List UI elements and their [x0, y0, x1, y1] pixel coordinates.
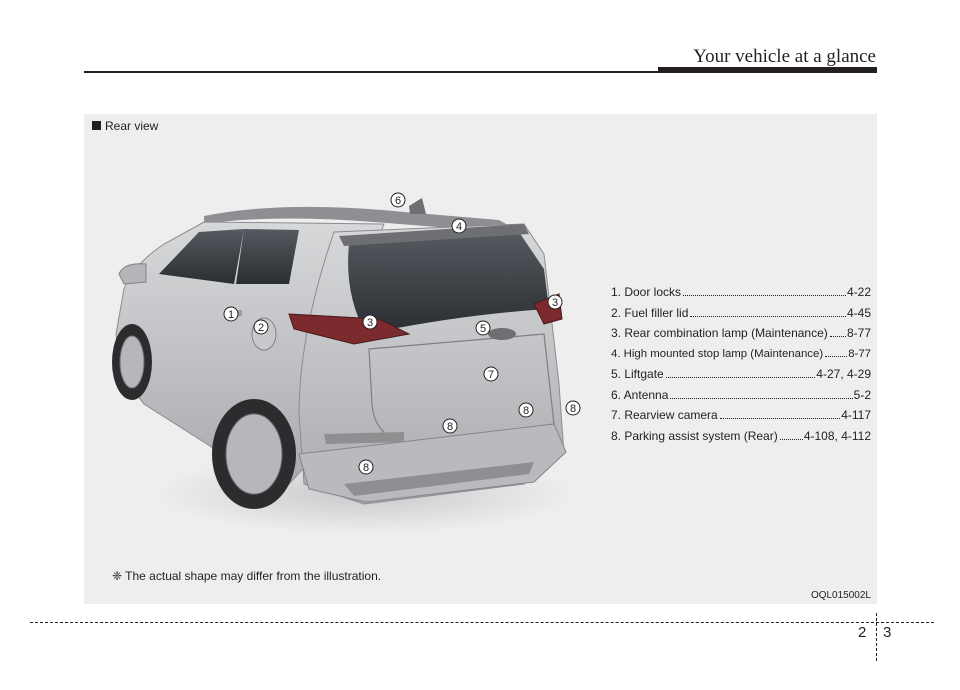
front-rim [120, 336, 144, 388]
legend-page: 5-2 [853, 387, 871, 402]
leader-dots [683, 295, 846, 296]
legend-item-rearview-camera [611, 405, 871, 426]
legend-label: 8. Parking assist system (Rear) [611, 428, 778, 443]
rear-reflector [324, 432, 404, 444]
legend-item-parking-assist [611, 426, 871, 447]
callout-5 [476, 321, 490, 335]
callout-3-left-label: 3 [366, 317, 374, 329]
legend-item-high-mounted-stop-lamp [611, 344, 871, 365]
callout-8-b [519, 403, 533, 417]
callout-8-a-label: 8 [446, 421, 454, 433]
kia-emblem [488, 328, 516, 340]
legend-item-rear-combination-lamp [611, 323, 871, 344]
image-code: OQL015002L [810, 590, 871, 601]
callout-8-c-label: 8 [569, 403, 577, 415]
leader-dots [830, 336, 846, 337]
callout-3-right-label: 3 [551, 297, 559, 309]
callout-1-label: 1 [227, 309, 235, 321]
leader-dots [825, 356, 847, 357]
callout-7 [484, 367, 498, 381]
callout-6 [391, 193, 405, 207]
legend-label: 2. Fuel filler lid [611, 305, 689, 320]
legend-label: 4. High mounted stop lamp (Maintenance) [611, 347, 824, 360]
footer-divider [876, 613, 877, 661]
legend-page: 8-77 [848, 347, 871, 360]
legend-label: 1. Door locks [611, 285, 682, 299]
legend-page: 8-77 [846, 326, 871, 340]
callout-3-left [363, 315, 377, 329]
legend-item-door-locks [611, 282, 871, 303]
leader-dots [670, 398, 852, 399]
callout-8-a [443, 419, 457, 433]
legend-label: 3. Rear combination lamp (Maintenance) [611, 326, 828, 340]
legend-page: 4-108, 4-112 [803, 428, 871, 443]
legend-item-fuel-filler-lid [611, 303, 871, 324]
parts-legend [611, 282, 871, 446]
section-heading [92, 119, 158, 133]
callout-4 [452, 219, 466, 233]
legend-page: 4-45 [846, 305, 871, 320]
callout-5-label: 5 [479, 323, 487, 335]
header-rule-accent [658, 67, 877, 73]
callout-8-b-label: 8 [522, 405, 530, 417]
callout-1 [224, 307, 238, 321]
legend-page: 4-27, 4-29 [816, 367, 871, 381]
square-bullet-icon [92, 121, 101, 130]
page-chapter-number: 2 [858, 624, 867, 641]
rear-side-window [236, 229, 299, 284]
legend-item-antenna [611, 385, 871, 406]
leader-dots [720, 418, 840, 419]
callout-3-right [548, 295, 562, 309]
legend-label: 6. Antenna [611, 387, 669, 402]
legend-page: 4-117 [841, 408, 871, 422]
callout-7-label: 7 [487, 369, 495, 381]
callout-4-label: 4 [455, 221, 463, 233]
footer-rule [30, 622, 934, 623]
chapter-title: Your vehicle at a glance [693, 46, 876, 67]
legend-page: 4-22 [846, 285, 871, 299]
callout-8-d [359, 460, 373, 474]
callout-8-d-label: 8 [362, 462, 370, 474]
legend-label: 5. Liftgate [611, 367, 664, 381]
legend-label: 7. Rearview camera [611, 408, 718, 422]
callout-8-c [566, 401, 580, 415]
callout-2 [254, 320, 268, 334]
page-number: 3 [883, 624, 892, 641]
figure-panel [84, 114, 877, 604]
vehicle-rear-illustration [104, 184, 584, 544]
illustration-footnote: ❈ The actual shape may differ from the illustration. [112, 569, 382, 583]
leader-dots [666, 377, 816, 378]
leader-dots [780, 439, 803, 440]
callout-6-label: 6 [394, 195, 402, 207]
callout-2-label: 2 [257, 322, 265, 334]
rear-rim [226, 414, 282, 494]
side-mirror [119, 264, 146, 284]
antenna-fin [409, 198, 426, 214]
section-heading-text: Rear view [105, 119, 159, 133]
leader-dots [690, 316, 846, 317]
legend-item-liftgate [611, 364, 871, 385]
